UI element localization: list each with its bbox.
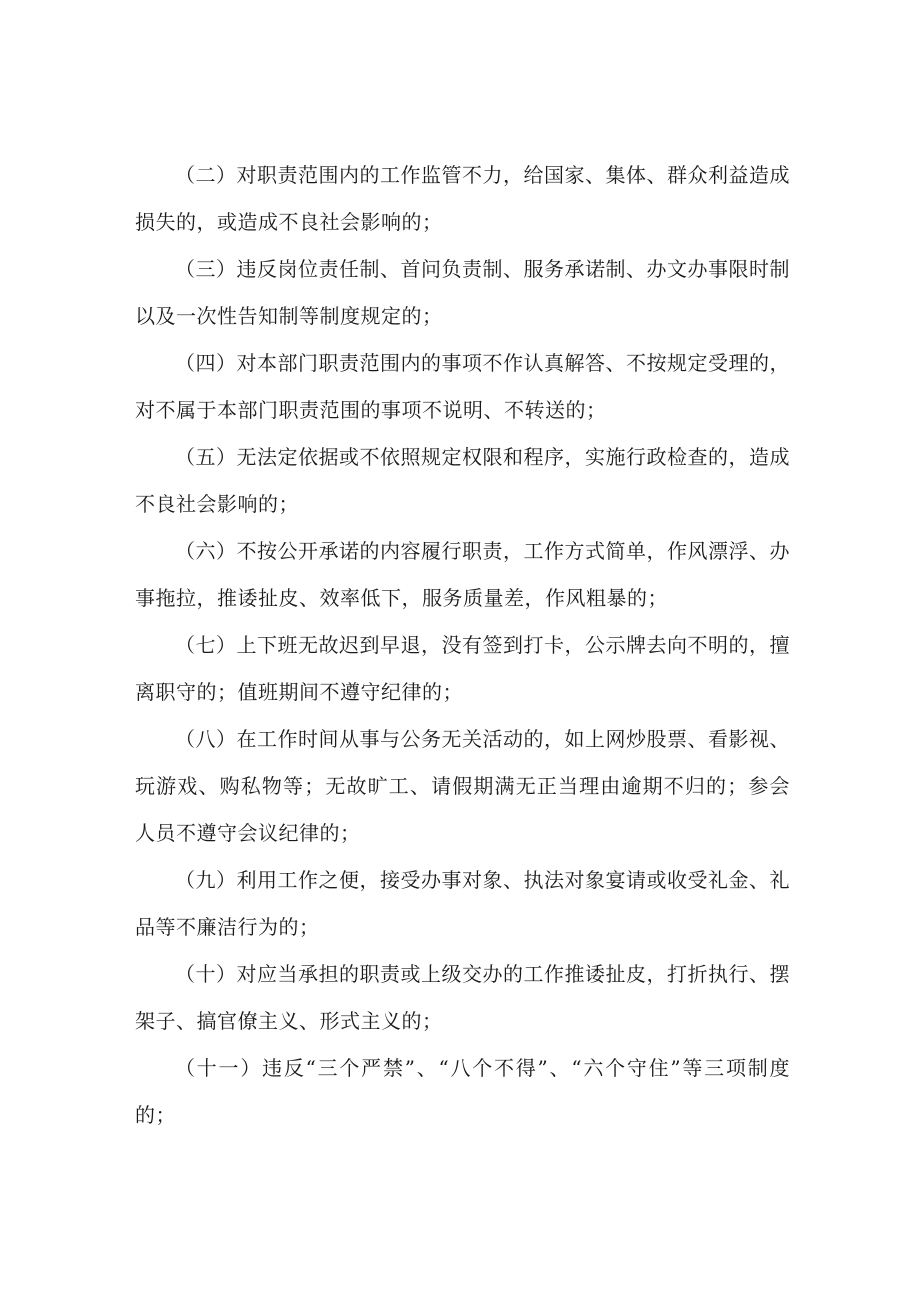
paragraph-9: （九）利用工作之便，接受办事对象、执法对象宴请或收受礼金、礼品等不廉洁行为的； bbox=[135, 868, 790, 939]
paragraph-7: （七）上下班无故迟到早退，没有签到打卡，公示牌去向不明的，擅离职守的；值班期间不遵守纪律的； bbox=[135, 633, 790, 704]
paragraph-3: （三）违反岗位责任制、首问负责制、服务承诺制、办文办事限时制以及一次性告知制等制度规定的； bbox=[135, 257, 790, 328]
paragraph-2: （二）对职责范围内的工作监管不力，给国家、集体、群众利益造成损失的，或造成不良社会影响的； bbox=[135, 163, 790, 234]
paragraph-5: （五）无法定依据或不依照规定权限和程序，实施行政检查的，造成不良社会影响的； bbox=[135, 445, 790, 516]
paragraph-11: （十一）违反“三个严禁”、“八个不得”、“六个守住”等三项制度的； bbox=[135, 1056, 790, 1127]
document-body bbox=[135, 152, 790, 1139]
paragraph-6: （六）不按公开承诺的内容履行职责，工作方式简单，作风漂浮、办事拖拉，推诿扯皮、效率低下，服务质量差，作风粗暴的； bbox=[135, 539, 790, 610]
paragraph-10: （十）对应当承担的职责或上级交办的工作推诿扯皮，打折执行、摆架子、搞官僚主义、形式主义的； bbox=[135, 962, 790, 1033]
paragraph-8: （八）在工作时间从事与公务无关活动的，如上网炒股票、看影视、玩游戏、购私物等；无故旷工、请假期满无正当理由逾期不归的；参会人员不遵守会议纪律的； bbox=[135, 727, 790, 845]
paragraph-4: （四）对本部门职责范围内的事项不作认真解答、不按规定受理的，对不属于本部门职责范围的事项不说明、不转送的； bbox=[135, 351, 790, 422]
